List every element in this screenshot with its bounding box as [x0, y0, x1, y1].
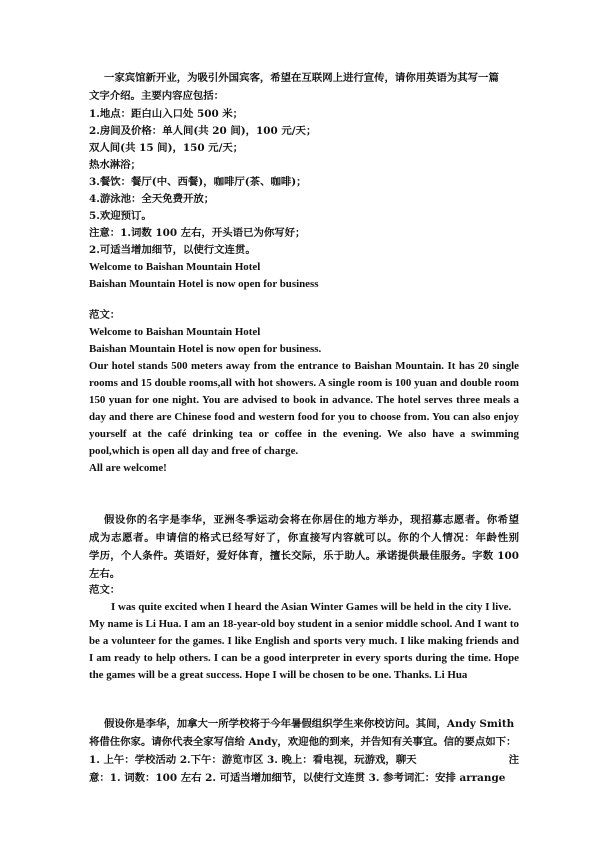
- task2-prompt-line: 左右。: [89, 568, 121, 580]
- task1-sample-closing: All are welcome!: [89, 462, 167, 474]
- task3-prompt-line: 假设你是李华，加拿大一所学校将于今年暑假组织学生来你校访问。其间，Andy Smith: [104, 718, 515, 730]
- task1-point-pool: 4.游泳池：全天免费开放；: [89, 193, 215, 205]
- task1-prompt-line: 一家宾馆新开业，为吸引外国宾客，希望在互联网上进行宣传，请你用英语为其写一篇: [104, 72, 499, 84]
- task2-sample-line: I am ready to help others. I can be a good interpreter in every sports during the time. Hope: [89, 652, 519, 664]
- task2-prompt-line: 假设你的名字是李华，亚洲冬季运动会将在你居住的地方举办，现招募志愿者。你希望: [104, 514, 519, 526]
- task1-point-double-rooms: 双人间(共 15 间)，150 元/天；: [89, 142, 244, 154]
- task1-sample-title: Welcome to Baishan Mountain Hotel: [89, 326, 261, 338]
- task1-sample-line: 150 yuan for one night. You are advised to book in advance. The hotel serves three meals a: [89, 394, 519, 406]
- task1-sample-line: pool,which is open all day and free of charge.: [89, 445, 299, 457]
- task2-sample-line: My name is Li Hua. I am an 18-year-old boy student in a senior middle school. And I want to: [89, 618, 519, 630]
- task2-sample-line: I was quite excited when I heard the Asian Winter Games will be held in the city I live.: [111, 601, 512, 613]
- task1-sample-label: 范文：: [89, 309, 121, 321]
- task3-prompt-line: [89, 751, 519, 769]
- task1-point-dining: 3.餐饮：餐厅(中、西餐)，咖啡厅(茶、咖啡)；: [89, 176, 307, 188]
- task1-prompt-line: 文字介绍。主要内容应包括：: [89, 90, 225, 102]
- task1-sample-line: yourself at the café drinking tea or coffee in the evening. We also have a swimming: [89, 428, 519, 440]
- task1-point-location: 1.地点：距白山入口处 500 米；: [89, 108, 244, 120]
- task3-prompt-line: 意：1. 词数：100 左右 2. 可适当增加细节，以使行文连贯 3. 参考词汇：安排 arrange: [89, 772, 506, 784]
- task1-given-opening: Baishan Mountain Hotel is now open for business: [89, 278, 319, 290]
- task3-schedule-points: 1. 上午：学校活动 2.下午：游览市区 3. 晚上：看电视，玩游戏，聊天: [89, 754, 417, 766]
- task1-sample-opening: Baishan Mountain Hotel is now open for business.: [89, 343, 322, 355]
- task1-point-hot-shower: 热水淋浴；: [89, 159, 141, 171]
- task2-sample-line: the games will be a great success. Hope I will be chosen to be one. Thanks. Li Hua: [89, 669, 468, 681]
- task3-note-start: 注: [508, 754, 519, 766]
- task2-sample-label: 范文：: [89, 584, 121, 596]
- task1-sample-line: day and there are Chinese food and western food for you to choose from. You can also enjoy: [89, 411, 519, 423]
- task2-prompt-line: 成为志愿者。申请信的格式已经写好了，你直接写内容就可以。你的个人情况：年龄性别: [89, 532, 519, 544]
- task1-point-booking: 5.欢迎预订。: [89, 210, 152, 222]
- task1-note-details: 2.可适当增加细节，以使行文连贯。: [89, 244, 256, 256]
- task3-prompt-line: 将借住你家。请你代表全家写信给 Andy，欢迎他的到来，并告知有关事宜。信的要点如下：: [89, 736, 517, 748]
- task1-point-rooms: 2.房间及价格：单人间(共 20 间)，100 元/天；: [89, 125, 317, 137]
- task2-sample-line: be a volunteer for the games. I like English and sports very much. I like making friends and: [89, 635, 519, 647]
- task1-sample-line: rooms and 15 double rooms,all with hot showers. A single room is 100 yuan and double room: [89, 377, 519, 389]
- task1-sample-line: Our hotel stands 500 meters away from the entrance to Baishan Mountain. It has 20 single: [89, 360, 519, 372]
- task2-prompt-line: 学历，个人条件。英语好，爱好体育，擅长交际，乐于助人。承诺提供最佳服务。字数 100: [89, 550, 519, 562]
- task1-note-word-count: 注意：1.词数 100 左右，开头语已为你写好；: [89, 227, 306, 239]
- task1-given-title: Welcome to Baishan Mountain Hotel: [89, 261, 261, 273]
